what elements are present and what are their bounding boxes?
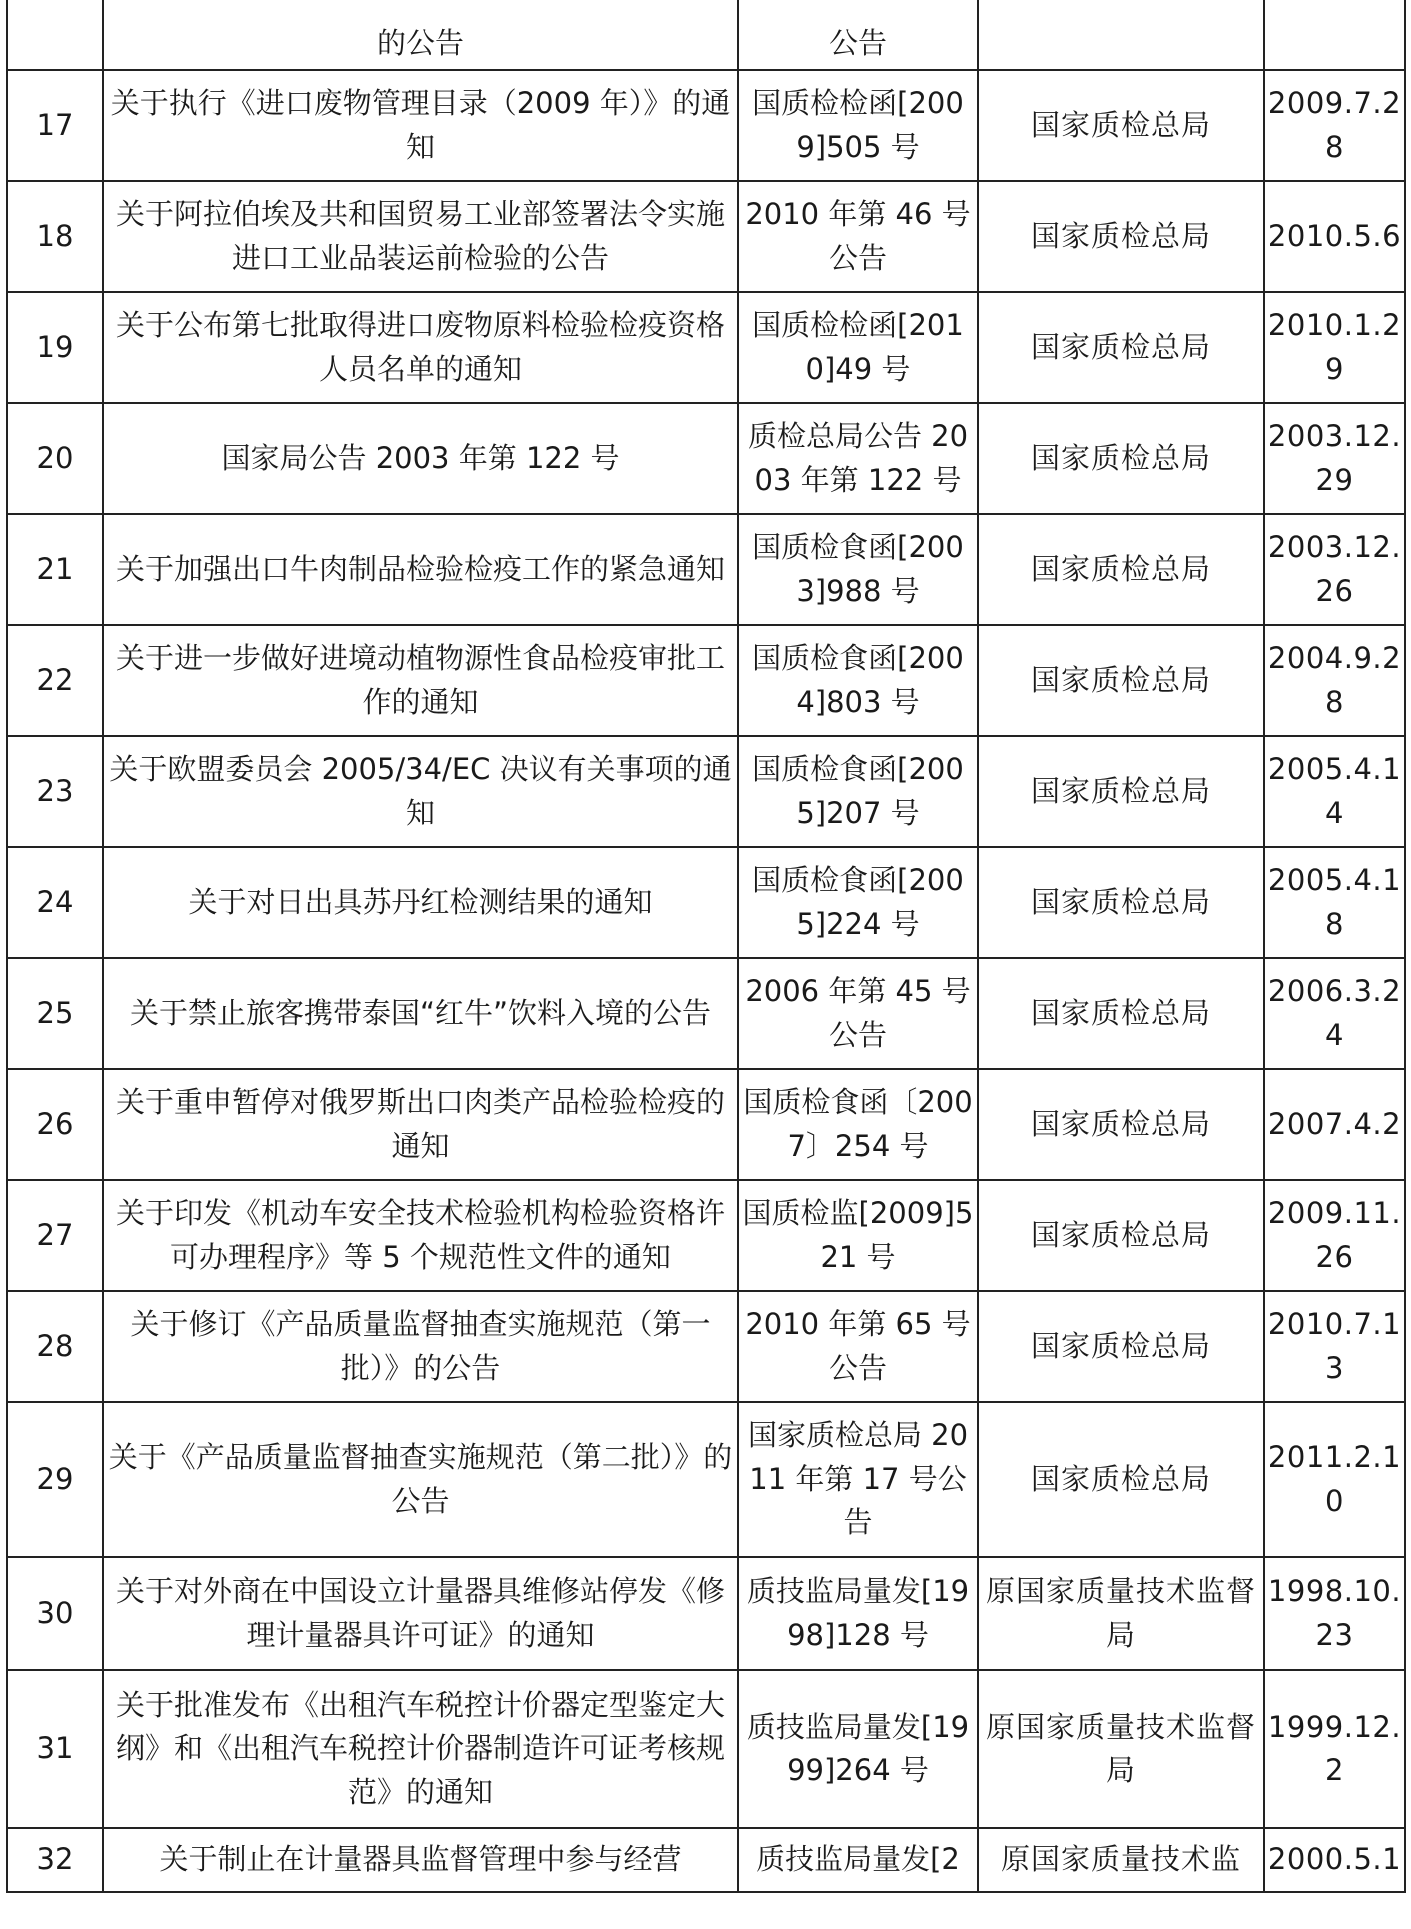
notice-table [6, 0, 1406, 1893]
cell-number: 31 [7, 1670, 103, 1828]
cell-doc-number: 质技监局量发[1998]128 号 [738, 1557, 978, 1670]
table-row [7, 1670, 1405, 1828]
cell-number: 32 [7, 1828, 103, 1892]
cell-date: 2005.4.18 [1264, 847, 1405, 958]
cell-date: 2005.4.14 [1264, 736, 1405, 847]
cell-date: 2006.3.24 [1264, 958, 1405, 1069]
cell-issuer: 国家质检总局 [978, 70, 1264, 181]
cell-title: 关于印发《机动车安全技术检验机构检验资格许可办理程序》等 5 个规范性文件的通知 [103, 1180, 738, 1291]
cell-title: 关于对日出具苏丹红检测结果的通知 [103, 847, 738, 958]
cell-title: 关于批准发布《出租汽车税控计价器定型鉴定大纲》和《出租汽车税控计价器制造许可证考核规范》的通知 [103, 1670, 738, 1828]
cell-date: 1998.10.23 [1264, 1557, 1405, 1670]
table-row [7, 1828, 1405, 1892]
cell-doc-number: 国质检食函[2005]224 号 [738, 847, 978, 958]
cell-number: 18 [7, 181, 103, 292]
cell-title: 国家局公告 2003 年第 122 号 [103, 403, 738, 514]
cell-doc-number: 质技监局量发[1999]264 号 [738, 1670, 978, 1828]
table-row [7, 1180, 1405, 1291]
cell-number: 20 [7, 403, 103, 514]
cell-doc-number: 国质检食函[2003]988 号 [738, 514, 978, 625]
cell-doc-number: 2010 年第 65 号公告 [738, 1291, 978, 1402]
cell-number [7, 0, 103, 70]
cell-title: 关于禁止旅客携带泰国“红牛”饮料入境的公告 [103, 958, 738, 1069]
cell-doc-number: 国质检食函〔2007〕254 号 [738, 1069, 978, 1180]
cell-doc-number: 国质检食函[2005]207 号 [738, 736, 978, 847]
cell-doc-number: 2010 年第 46 号公告 [738, 181, 978, 292]
cell-doc-number: 国质检检函[2010]49 号 [738, 292, 978, 403]
table-row-continued [7, 0, 1405, 70]
cell-date: 2011.2.10 [1264, 1402, 1405, 1557]
cell-title: 关于制止在计量器具监督管理中参与经营 [103, 1828, 738, 1892]
cell-issuer: 国家质检总局 [978, 625, 1264, 736]
cell-number: 30 [7, 1557, 103, 1670]
cell-title: 关于阿拉伯埃及共和国贸易工业部签署法令实施进口工业品装运前检验的公告 [103, 181, 738, 292]
cell-doc-number: 国家质检总局 2011 年第 17 号公告 [738, 1402, 978, 1557]
table-row [7, 1402, 1405, 1557]
table-row [7, 292, 1405, 403]
table-row [7, 958, 1405, 1069]
cell-date: 2003.12.26 [1264, 514, 1405, 625]
cell-issuer: 国家质检总局 [978, 292, 1264, 403]
cell-title: 关于欧盟委员会 2005/34/EC 决议有关事项的通知 [103, 736, 738, 847]
cell-title: 关于加强出口牛肉制品检验检疫工作的紧急通知 [103, 514, 738, 625]
cell-issuer: 国家质检总局 [978, 1402, 1264, 1557]
cell-issuer: 国家质检总局 [978, 958, 1264, 1069]
cell-issuer: 国家质检总局 [978, 736, 1264, 847]
cell-issuer [978, 0, 1264, 70]
cell-date: 2010.7.13 [1264, 1291, 1405, 1402]
cell-doc-number: 2006 年第 45 号公告 [738, 958, 978, 1069]
table-row [7, 847, 1405, 958]
cell-date: 2009.11.26 [1264, 1180, 1405, 1291]
cell-number: 27 [7, 1180, 103, 1291]
table-row [7, 1069, 1405, 1180]
cell-number: 23 [7, 736, 103, 847]
cell-issuer: 国家质检总局 [978, 847, 1264, 958]
cell-issuer: 国家质检总局 [978, 403, 1264, 514]
cell-issuer: 国家质检总局 [978, 514, 1264, 625]
cell-number: 22 [7, 625, 103, 736]
cell-issuer: 国家质检总局 [978, 1291, 1264, 1402]
cell-doc-number: 质技监局量发[2 [738, 1828, 978, 1892]
cell-number: 17 [7, 70, 103, 181]
cell-number: 28 [7, 1291, 103, 1402]
cell-date: 2000.5.1 [1264, 1828, 1405, 1892]
table-row [7, 70, 1405, 181]
cell-issuer: 原国家质量技术监 [978, 1828, 1264, 1892]
cell-date: 2003.12.29 [1264, 403, 1405, 514]
cell-doc-number: 公告 [738, 0, 978, 70]
cell-issuer: 原国家质量技术监督局 [978, 1670, 1264, 1828]
cell-doc-number: 国质检检函[2009]505 号 [738, 70, 978, 181]
cell-date: 2007.4.2 [1264, 1069, 1405, 1180]
table-row [7, 1291, 1405, 1402]
cell-title: 关于《产品质量监督抽查实施规范（第二批）》的公告 [103, 1402, 738, 1557]
cell-number: 19 [7, 292, 103, 403]
cell-date: 2009.7.28 [1264, 70, 1405, 181]
cell-date [1264, 0, 1405, 70]
cell-doc-number: 质检总局公告 2003 年第 122 号 [738, 403, 978, 514]
cell-number: 26 [7, 1069, 103, 1180]
cell-title: 关于进一步做好进境动植物源性食品检疫审批工作的通知 [103, 625, 738, 736]
table-row [7, 1557, 1405, 1670]
cell-title: 关于对外商在中国设立计量器具维修站停发《修理计量器具许可证》的通知 [103, 1557, 738, 1670]
cell-date: 1999.12.2 [1264, 1670, 1405, 1828]
cell-date: 2004.9.28 [1264, 625, 1405, 736]
cell-number: 24 [7, 847, 103, 958]
cell-title: 关于修订《产品质量监督抽查实施规范（第一批）》的公告 [103, 1291, 738, 1402]
table-row [7, 403, 1405, 514]
cell-title: 关于执行《进口废物管理目录（2009 年）》的通知 [103, 70, 738, 181]
cell-title: 关于公布第七批取得进口废物原料检验检疫资格人员名单的通知 [103, 292, 738, 403]
cell-title: 的公告 [103, 0, 738, 70]
cell-date: 2010.5.6 [1264, 181, 1405, 292]
cell-doc-number: 国质检食函[2004]803 号 [738, 625, 978, 736]
cell-date: 2010.1.29 [1264, 292, 1405, 403]
table-row [7, 181, 1405, 292]
cell-issuer: 国家质检总局 [978, 181, 1264, 292]
cell-number: 29 [7, 1402, 103, 1557]
table-row [7, 625, 1405, 736]
cell-title: 关于重申暂停对俄罗斯出口肉类产品检验检疫的通知 [103, 1069, 738, 1180]
cell-issuer: 国家质检总局 [978, 1180, 1264, 1291]
table-row [7, 736, 1405, 847]
cell-issuer: 原国家质量技术监督局 [978, 1557, 1264, 1670]
cell-issuer: 国家质检总局 [978, 1069, 1264, 1180]
cell-number: 25 [7, 958, 103, 1069]
cell-doc-number: 国质检监[2009]521 号 [738, 1180, 978, 1291]
table-row [7, 514, 1405, 625]
cell-number: 21 [7, 514, 103, 625]
